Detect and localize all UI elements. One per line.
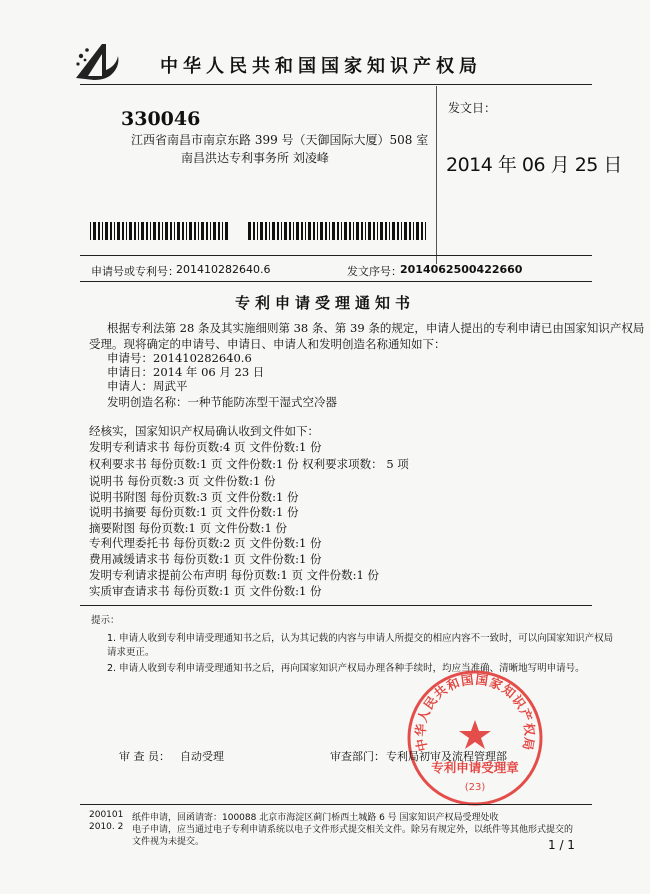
seal-number: (23) [464, 782, 486, 793]
id-rule-bottom [80, 281, 592, 282]
document-line: 权利要求书 每份页数:1 页 文件份数:1 份 权利要求项数： 5 项 [89, 457, 409, 471]
send-date-label: 发文日： [448, 101, 497, 115]
document-line: 费用减缓请求书 每份页数:1 页 文件份数:1 份 [89, 552, 322, 566]
document-line: 专利代理委托书 每份页数:2 页 文件份数:1 份 [89, 536, 322, 550]
field-line: 申请人：周武平 [107, 379, 188, 393]
document-line: 说明书摘要 每份页数:1 页 文件份数:1 份 [89, 505, 299, 519]
seal-ring-text: 中华人民共和国国家知识产权局 [412, 671, 538, 753]
document-line: 发明专利请求提前公布声明 每份页数:1 页 文件份数:1 份 [89, 568, 380, 582]
field-line: 发明创造名称：一种节能防冻型干湿式空冷器 [107, 395, 337, 409]
footer-line: 纸件申请，回函请寄：100088 北京市海淀区蓟门桥西土城路 6 号 国家知识产权局受理处收 [132, 813, 499, 823]
hints-heading: 提示： [91, 615, 120, 626]
recipient-address: 江西省南昌市南京东路 399 号（天御国际大厦）508 室 [131, 133, 429, 147]
patent-acceptance-seal [405, 668, 545, 808]
document-line: 说明书附图 每份页数:3 页 文件份数:1 份 [89, 490, 299, 504]
application-number: 201410282640.6 [176, 263, 271, 276]
cnipa-logo-icon [72, 40, 124, 84]
footer-rule [80, 804, 592, 805]
verified-heading: 经核实，国家知识产权局确认收到文件如下： [89, 424, 319, 438]
hint-item: 1. 申请人收到专利申请受理通知书之后，认为其记载的内容与申请人所提交的相应内容不一致时，可以向国家知识产权局 [107, 633, 614, 644]
examiner-value: 自动受理 [180, 750, 224, 763]
intro-line: 受理。现将确定的申请号、申请日、申请人和发明创造名称通知如下： [89, 337, 446, 351]
hint-item: 2. 申请人收到专利申请受理通知书之后，再向国家知识产权局办理各种手续时，均应当准确、清晰地写明申请号。 [107, 663, 585, 674]
footer-line: 电子申请，应当通过电子专利申请系统以电子文件形式提交相关文件。除另有规定外，以纸件等其他形式提交的 [132, 825, 574, 835]
office-name: 中华人民共和国国家知识产权局 [160, 56, 482, 77]
form-code: 200101 [89, 810, 124, 820]
seal-center-text: 专利申请受理章 [431, 760, 519, 775]
header-rule [80, 84, 592, 85]
id-rule-top [80, 255, 592, 256]
footer-line: 文件视为未提交。 [132, 837, 205, 847]
serial-number: 2014062500422660 [400, 263, 523, 276]
field-line: 申请号：201410282640.6 [107, 351, 252, 365]
recipient-postcode: 330046 [121, 108, 201, 130]
recipient-agency: 南昌洪达专利事务所 刘凌峰 [181, 151, 329, 165]
hint-item: 请求更正。 [107, 647, 155, 658]
field-line: 申请日：2014 年 06 月 23 日 [107, 365, 265, 379]
department-label: 审查部门： [330, 750, 385, 763]
barcode-right [248, 222, 428, 240]
intro-line: 根据专利法第 28 条及其实施细则第 38 条、第 39 条的规定，申请人提出的专利申请已由国家知识产权局 [107, 321, 645, 335]
document-line: 实质审查请求书 每份页数:1 页 文件份数:1 份 [89, 584, 322, 598]
document-line: 摘要附图 每份页数:1 页 文件份数:1 份 [89, 521, 288, 535]
document-line: 说明书 每份页数:3 页 文件份数:1 份 [89, 474, 276, 488]
address-divider [436, 86, 437, 264]
send-date-value: 2014 年 06 月 25 日 [446, 154, 622, 176]
application-number-label: 申请号或专利号： [91, 265, 179, 278]
page-number: 1 / 1 [548, 838, 575, 852]
notice-title: 专利申请受理通知书 [234, 294, 415, 312]
form-version: 2010. 2 [89, 822, 124, 832]
hints-rule [80, 605, 592, 606]
document-line: 发明专利请求书 每份页数:4 页 文件份数:1 份 [89, 440, 322, 454]
examiner-label: 审 查 员： [119, 750, 170, 763]
barcode-left [90, 222, 230, 240]
serial-number-label: 发文序号： [347, 265, 402, 278]
department-value: 专利局初审及流程管理部 [386, 750, 507, 763]
